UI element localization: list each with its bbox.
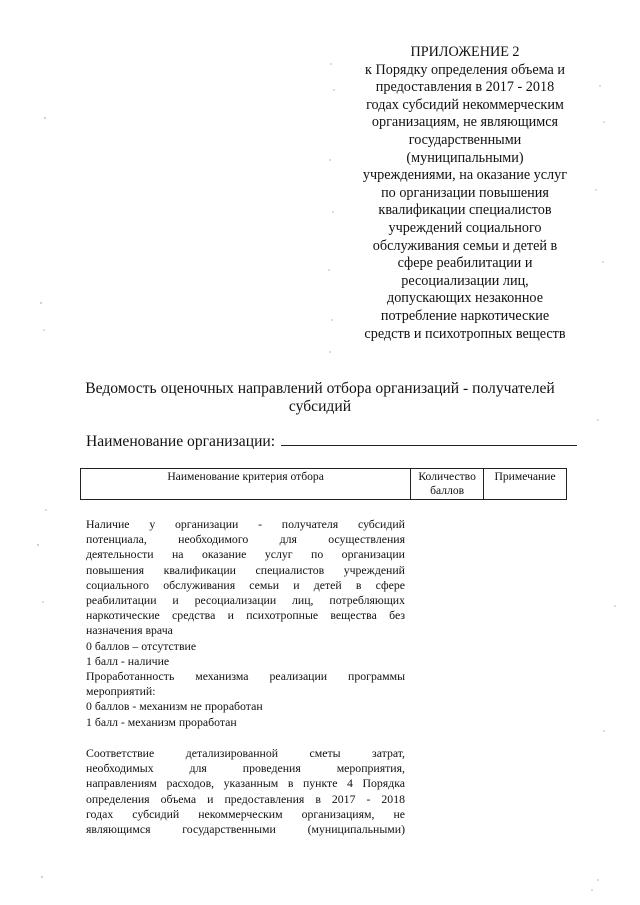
appendix-line: к Порядку определения объема и [365,61,565,78]
criterion-text-line: Проработанность механизма реализации программы [86,669,405,683]
criterion-text-line: Наличие у организации - получателя субсидий [86,517,405,531]
appendix-line: учреждений социального [388,219,542,236]
criterion-text-line: назначения врача [86,623,173,638]
appendix-header [340,44,590,343]
appendix-line: обслуживания семьи и детей в [372,237,558,254]
appendix-line: средств и психотропных веществ [364,325,566,342]
header-points-line2: баллов [430,484,465,497]
criterion-text-line: повышения квалификации специалистов учреждений [86,562,405,577]
criterion-option: 1 балл - наличие [86,653,170,668]
criterion-option: 0 баллов - механизм не проработан [86,699,263,714]
header-points-line1: Количество [418,470,476,483]
header-criterion-name: Наименование критерия отбора [81,469,411,500]
header-points [411,469,484,500]
criterion-text-line: Соответствие детализированной сметы затрат, [86,746,405,760]
criterion-1 [86,517,405,669]
appendix-line: по организации повышения [381,184,549,201]
appendix-line: организациям, не являющимся [371,114,559,131]
criterion-text-line: определения объема и предоставления в 2017 - 2018 [86,791,405,806]
appendix-line: допускающих незаконное [386,290,543,307]
criterion-option: 0 баллов – отсутствие [86,638,197,653]
criterion-text-line: деятельности на оказание услуг по организации [86,547,405,562]
header-note: Примечание [484,469,567,500]
criterion-text-line: направлениям расходов, указанным в пункте 4 Порядка [86,776,405,791]
appendix-line: сфере реабилитации и [397,255,533,272]
appendix-line: ресоциализации лиц, [401,272,529,289]
organization-name-field [86,432,577,451]
criterion-text-line: необходимых для проведения мероприятия, [86,761,405,776]
appendix-line: годах субсидий некоммерческим [366,96,564,113]
organization-label: Наименование организации: [86,433,276,450]
criterion-option: 1 балл - механизм проработан [86,714,237,729]
criterion-text-line: наркотические средства и психотропные вещества без [86,608,405,623]
appendix-line: (муниципальными) [406,149,524,166]
organization-blank-line [281,432,577,446]
appendix-line: квалификации специалистов [378,202,552,219]
criterion-text-line: социального обслуживания семьи и детей в сфере [86,577,405,592]
title-line: Ведомость оценочных направлений отбора организаций - получателей [85,380,555,397]
criterion-text-line: мероприятий: [86,684,156,699]
criterion-2 [86,669,405,730]
criterion-text-line: являющимся государственными (муниципальными) [86,822,405,837]
criterion-text-line: потенциала, необходимого для осуществления [86,532,405,547]
appendix-line: государственными [408,131,522,148]
appendix-line: ПРИЛОЖЕНИЕ 2 [410,44,520,60]
appendix-line: потребление наркотические [380,307,550,324]
criterion-text-line: годах субсидий некоммерческим организациям, не [86,806,405,821]
criterion-text-line: реабилитации и ресоциализации лиц, потребляющих [86,593,405,608]
document-title [60,380,580,416]
criterion-3 [86,746,405,837]
appendix-line: учреждениями, на оказание услуг [362,167,568,184]
appendix-line: предоставления в 2017 - 2018 [375,79,555,96]
criteria-table-header [80,468,567,500]
title-line: субсидий [288,398,352,415]
